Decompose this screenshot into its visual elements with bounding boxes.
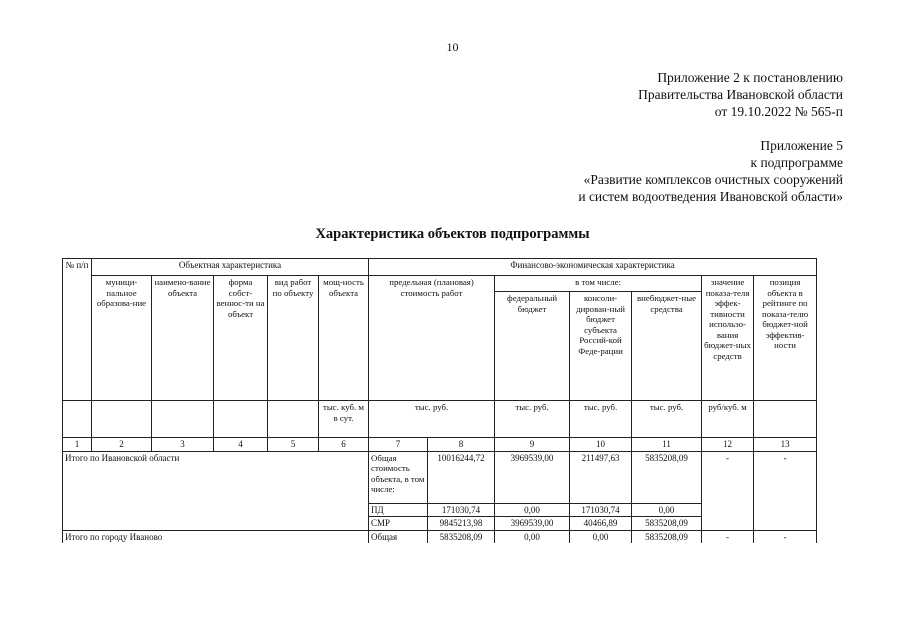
unit-cell: [214, 401, 268, 438]
region-smr-offbudget: 5835208,09: [632, 517, 702, 531]
header-cost: предельная (плановая) стоимость работ: [369, 276, 495, 401]
objects-table: [62, 258, 817, 543]
region-smr-label: СМР: [369, 517, 428, 531]
appendix-2-line: от 19.10.2022 № 565-п: [714, 104, 843, 119]
unit-cell: [63, 401, 92, 438]
appendix-5-line: «Развитие комплексов очистных сооружений: [583, 172, 843, 187]
city-total-cost: 5835208,09: [428, 530, 495, 543]
header-federal-budget: федеральный бюджет: [495, 292, 570, 401]
unit-indicator: руб/куб. м: [702, 401, 754, 438]
unit-regional: тыс. руб.: [570, 401, 632, 438]
column-number: 5: [268, 438, 319, 452]
region-total-label: Итого по Ивановской области: [63, 451, 369, 530]
header-capacity: мощ-ность объекта: [319, 276, 369, 401]
unit-offbudget: тыс. руб.: [632, 401, 702, 438]
unit-cell: [92, 401, 152, 438]
column-number: 1: [63, 438, 92, 452]
city-rating: -: [754, 530, 817, 543]
unit-cost: тыс. руб.: [369, 401, 495, 438]
document-title: Характеристика объектов подпрограммы: [315, 226, 590, 242]
column-number: 6: [319, 438, 369, 452]
page-number: 10: [446, 40, 459, 54]
column-number: 2: [92, 438, 152, 452]
header-regional-budget: консоли-дирован-ный бюджет субъекта Россий-кой Феде-рации: [570, 292, 632, 401]
column-number: 7: [369, 438, 428, 452]
unit-federal: тыс. руб.: [495, 401, 570, 438]
header-offbudget: внебюджет-ные средства: [632, 292, 702, 401]
appendix-2-line: Правительства Ивановской области: [638, 87, 843, 102]
appendix-5-heading: [578, 137, 843, 205]
header-finance-characteristic: Финансово-экономическая характеристика: [369, 259, 817, 276]
appendix-5-line: к подпрограмме: [750, 155, 843, 170]
region-pd-federal: 0,00: [495, 503, 570, 517]
region-rating: -: [754, 451, 817, 530]
header-object-name: наимено-вание объекта: [152, 276, 214, 401]
unit-cell: [754, 401, 817, 438]
appendix-2-heading: [638, 69, 843, 120]
unit-cell: [268, 401, 319, 438]
header-ownership: форма собст-венноc-ти на объект: [214, 276, 268, 401]
header-number: № п/п: [63, 259, 92, 401]
header-rating: позиция объекта в рейтинге по показа-телю бюджет-ной эффектив-ности: [754, 276, 817, 401]
unit-capacity: тыс. куб. м в сут.: [319, 401, 369, 438]
unit-cell: [152, 401, 214, 438]
region-total-cost: 10016244,72: [428, 451, 495, 503]
region-pd-cost: 171030,74: [428, 503, 495, 517]
region-pd-label: ПД: [369, 503, 428, 517]
region-total-cost-label: Общая стоимость объекта, в том числе:: [369, 451, 428, 503]
header-indicator: значение показа-теля эффек-тивности использо-вания бюджет-ных средств: [702, 276, 754, 401]
region-smr-regional: 40466,89: [570, 517, 632, 531]
column-number: 10: [570, 438, 632, 452]
region-pd-regional: 171030,74: [570, 503, 632, 517]
header-including: в том числе:: [495, 276, 702, 292]
column-number: 9: [495, 438, 570, 452]
appendix-5-line: и систем водоотведения Ивановской области»: [578, 189, 843, 204]
region-smr-federal: 3969539,00: [495, 517, 570, 531]
appendix-2-line: Приложение 2 к постановлению: [657, 70, 843, 85]
column-number: 13: [754, 438, 817, 452]
region-total-federal: 3969539,00: [495, 451, 570, 503]
appendix-5-line: Приложение 5: [760, 138, 843, 153]
column-number: 12: [702, 438, 754, 452]
column-number: 4: [214, 438, 268, 452]
column-number: 8: [428, 438, 495, 452]
header-object-characteristic: Объектная характеристика: [92, 259, 369, 276]
header-work-type: вид работ по объекту: [268, 276, 319, 401]
city-indicator: -: [702, 530, 754, 543]
city-total-label: Итого по городу Иваново: [63, 530, 369, 543]
city-total-federal: 0,00: [495, 530, 570, 543]
region-total-offbudget: 5835208,09: [632, 451, 702, 503]
city-total-regional: 0,00: [570, 530, 632, 543]
city-total-cost-label: Общая: [369, 530, 428, 543]
header-municipality: муници-пальное образова-ние: [92, 276, 152, 401]
city-total-offbudget: 5835208,09: [632, 530, 702, 543]
column-number: 3: [152, 438, 214, 452]
region-smr-cost: 9845213,98: [428, 517, 495, 531]
column-number: 11: [632, 438, 702, 452]
region-total-regional: 211497,63: [570, 451, 632, 503]
region-pd-offbudget: 0,00: [632, 503, 702, 517]
region-indicator: -: [702, 451, 754, 530]
